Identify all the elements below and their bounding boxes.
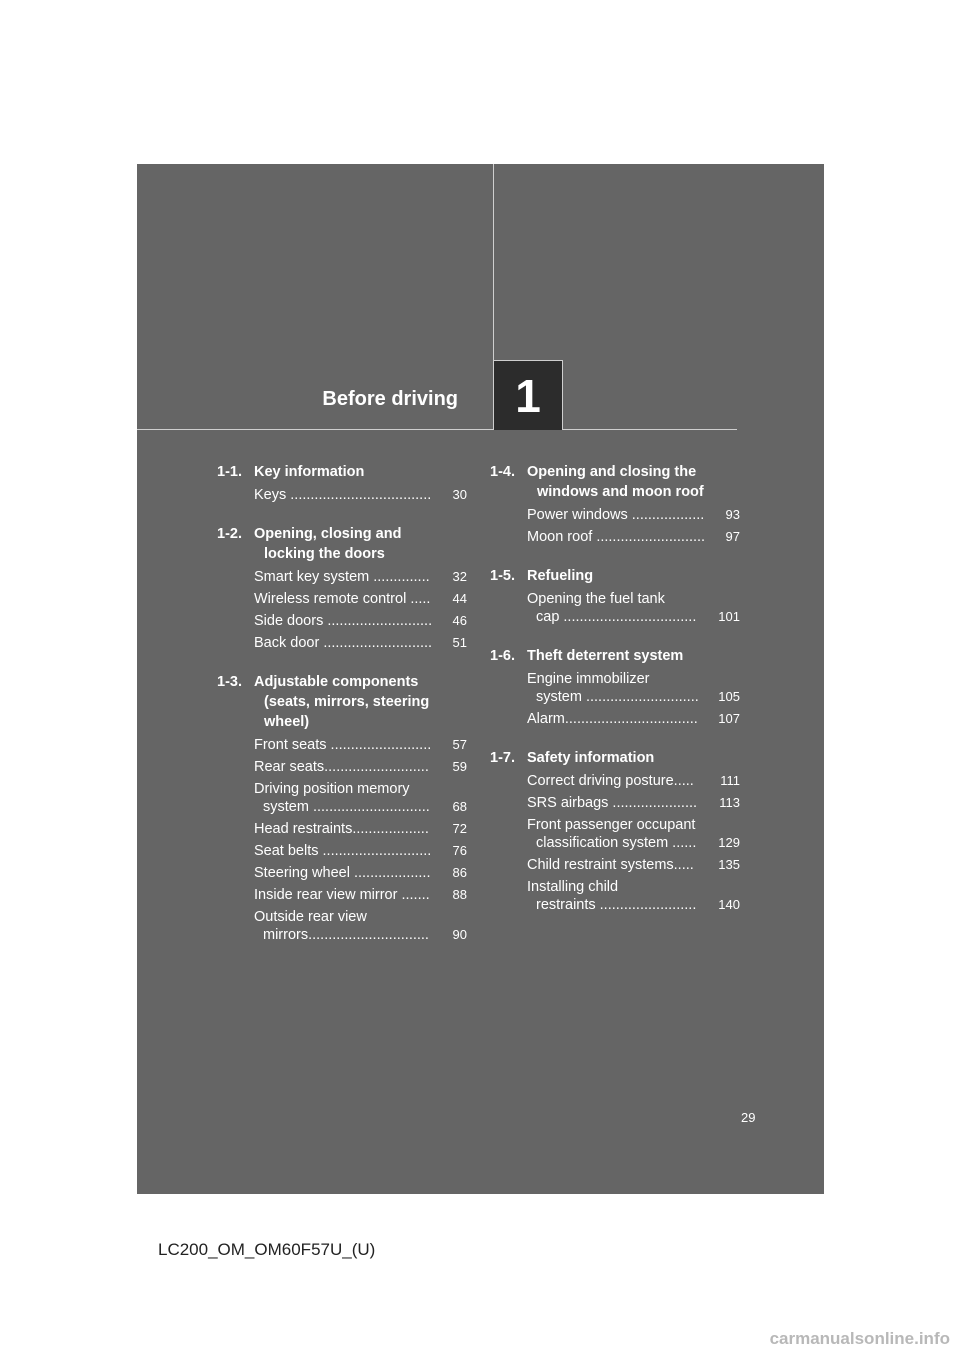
section-title [254, 462, 364, 482]
toc-entry-link[interactable] [527, 856, 740, 874]
entry-page-number: 107 [718, 711, 740, 726]
entry-label [254, 590, 439, 608]
section-heading [217, 462, 467, 482]
entry-label-continued: system ............................ [536, 689, 699, 705]
entry-label-text: Engine immobilizer [527, 671, 650, 687]
entry-label-text: Power windows .................. [527, 507, 705, 523]
entry-label-text: Side doors .......................... [254, 613, 433, 629]
entry-label-text: Front passenger occupant [527, 817, 696, 833]
entry-page-number: 44 [452, 591, 467, 606]
chapter-number-box [493, 360, 563, 430]
entry-label-continued: system ............................. [263, 799, 430, 815]
header-divider-horizontal [137, 429, 737, 430]
entry-label-text: SRS airbags ..................... [527, 795, 698, 811]
toc-entry-link[interactable] [254, 568, 467, 586]
section-title-text: Opening, closing and [254, 526, 402, 542]
section-title [527, 566, 593, 586]
entry-list [217, 486, 467, 504]
chapter-title: Before driving [322, 388, 458, 410]
entry-list [217, 568, 467, 652]
section-number: 1-6. [490, 648, 515, 664]
watermark: carmanualsonline.info [769, 1329, 950, 1348]
toc-entry-link[interactable] [527, 670, 740, 706]
section-title [527, 462, 704, 502]
entry-page-number: 97 [725, 529, 740, 544]
entry-label-continued: restraints ........................ [536, 897, 697, 913]
section-heading [490, 462, 740, 502]
toc-entry-link[interactable] [254, 842, 467, 860]
entry-label-text: Rear seats.......................... [254, 759, 429, 775]
entry-label [254, 886, 439, 904]
entry-label-text: Back door ........................... [254, 635, 433, 651]
entry-label-text: Installing child [527, 879, 619, 895]
section-heading [490, 566, 740, 586]
section-title [254, 672, 467, 732]
entry-page-number: 129 [718, 835, 740, 850]
section-heading [217, 524, 467, 564]
entry-label-text: Head restraints................... [254, 821, 429, 837]
toc-section [490, 646, 740, 728]
section-title-continued: locking the doors [264, 546, 385, 562]
entry-label-text: Alarm................................. [527, 711, 698, 727]
entry-list [490, 670, 740, 728]
section-number: 1-5. [490, 568, 515, 584]
entry-label [527, 670, 712, 706]
entry-label [527, 506, 712, 524]
entry-list [490, 506, 740, 546]
section-number: 1-4. [490, 464, 515, 480]
entry-label [527, 856, 712, 874]
toc-section [490, 462, 740, 546]
toc-section [217, 524, 467, 652]
entry-label-text: Smart key system .............. [254, 569, 430, 585]
entry-label [527, 590, 712, 626]
section-title-continued: windows and moon roof [537, 484, 704, 500]
entry-page-number: 86 [452, 865, 467, 880]
entry-label-text: Child restraint systems..... [527, 857, 694, 873]
entry-list [217, 736, 467, 944]
entry-page-number: 90 [452, 927, 467, 942]
toc-entry-link[interactable] [254, 736, 467, 754]
section-title-text: Key information [254, 464, 365, 480]
page-number: 29 [741, 1110, 756, 1125]
entry-page-number: 46 [452, 613, 467, 628]
entry-label-text: Wireless remote control ..... [254, 591, 431, 607]
toc-entry-link[interactable] [254, 886, 467, 904]
entry-page-number: 68 [452, 799, 467, 814]
entry-page-number: 111 [720, 773, 740, 788]
entry-label [254, 842, 439, 860]
entry-label [527, 528, 712, 546]
entry-label [527, 794, 712, 812]
toc-entry-link[interactable] [527, 816, 740, 852]
entry-label-text: Opening the fuel tank [527, 591, 665, 607]
toc-entry-link[interactable] [254, 908, 467, 944]
toc-entry-link[interactable] [254, 864, 467, 882]
entry-label-text: Driving position memory [254, 781, 410, 797]
entry-label-text: Outside rear view [254, 909, 367, 925]
section-title-text: Opening and closing the [527, 464, 697, 480]
toc-section [490, 566, 740, 626]
section-number: 1-3. [217, 674, 242, 690]
entry-label-text: Moon roof ........................... [527, 529, 706, 545]
entry-list [490, 590, 740, 626]
toc-entry-link[interactable] [254, 590, 467, 608]
section-number: 1-2. [217, 526, 242, 542]
toc-entry-link[interactable] [254, 486, 467, 504]
toc-column-right [490, 462, 740, 934]
entry-page-number: 88 [452, 887, 467, 902]
entry-label [254, 568, 439, 586]
entry-page-number: 93 [725, 507, 740, 522]
section-title [527, 646, 683, 666]
entry-page-number: 32 [452, 569, 467, 584]
toc-entry-link[interactable] [254, 612, 467, 630]
entry-label [254, 634, 439, 652]
entry-label [527, 878, 712, 914]
section-title-continued: (seats, mirrors, steering wheel) [264, 694, 430, 730]
toc-entry-link[interactable] [527, 772, 740, 790]
entry-label-text: Keys ................................... [254, 487, 432, 503]
entry-page-number: 105 [718, 689, 740, 704]
entry-label [254, 736, 439, 754]
entry-label [527, 710, 712, 728]
entry-label [254, 758, 439, 776]
entry-list [490, 772, 740, 914]
entry-label [254, 820, 439, 838]
toc-entry-link[interactable] [254, 820, 467, 838]
section-title-text: Theft deterrent system [527, 648, 684, 664]
entry-label [527, 772, 712, 790]
entry-label [254, 908, 439, 944]
entry-page-number: 140 [718, 897, 740, 912]
toc-entry-link[interactable] [527, 528, 740, 546]
toc-entry-link[interactable] [527, 710, 740, 728]
toc-section [490, 748, 740, 914]
toc-entry-link[interactable] [527, 590, 740, 626]
toc-entry-link[interactable] [254, 758, 467, 776]
toc-entry-link[interactable] [527, 878, 740, 914]
entry-label [254, 780, 439, 816]
entry-page-number: 135 [718, 857, 740, 872]
toc-column-left [217, 462, 467, 964]
entry-label-continued: mirrors.............................. [263, 927, 429, 943]
entry-label [254, 486, 439, 504]
section-title-text: Refueling [527, 568, 594, 584]
toc-entry-link[interactable] [254, 634, 467, 652]
entry-page-number: 72 [452, 821, 467, 836]
section-heading [217, 672, 467, 732]
chapter-number: 1 [515, 369, 541, 422]
entry-page-number: 113 [719, 795, 740, 810]
entry-page-number: 51 [452, 635, 467, 650]
entry-label-continued: classification system ...... [536, 835, 697, 851]
entry-label-text: Front seats ......................... [254, 737, 432, 753]
section-number: 1-1. [217, 464, 242, 480]
footer-code: LC200_OM_OM60F57U_(U) [158, 1240, 376, 1259]
entry-label-text: Inside rear view mirror ....... [254, 887, 430, 903]
toc-section [217, 672, 467, 944]
section-heading [490, 748, 740, 768]
toc-entry-link[interactable] [527, 506, 740, 524]
toc-section [217, 462, 467, 504]
entry-page-number: 57 [452, 737, 467, 752]
toc-entry-link[interactable] [527, 794, 740, 812]
section-title [527, 748, 654, 768]
section-title-text: Safety information [527, 750, 655, 766]
entry-label-text: Steering wheel ................... [254, 865, 431, 881]
section-number: 1-7. [490, 750, 515, 766]
entry-page-number: 30 [452, 487, 467, 502]
entry-page-number: 101 [718, 609, 740, 624]
entry-label [254, 864, 439, 882]
section-heading [490, 646, 740, 666]
entry-label-continued: cap ................................. [536, 609, 697, 625]
entry-label-text: Seat belts ........................... [254, 843, 432, 859]
entry-page-number: 59 [452, 759, 467, 774]
entry-label [527, 816, 712, 852]
header-divider-vertical [493, 164, 494, 360]
section-title-text: Adjustable components [254, 674, 419, 690]
chapter-panel [137, 164, 824, 1194]
section-title [254, 524, 401, 564]
entry-page-number: 76 [452, 843, 467, 858]
toc-entry-link[interactable] [254, 780, 467, 816]
entry-label-text: Correct driving posture..... [527, 773, 694, 789]
entry-label [254, 612, 439, 630]
